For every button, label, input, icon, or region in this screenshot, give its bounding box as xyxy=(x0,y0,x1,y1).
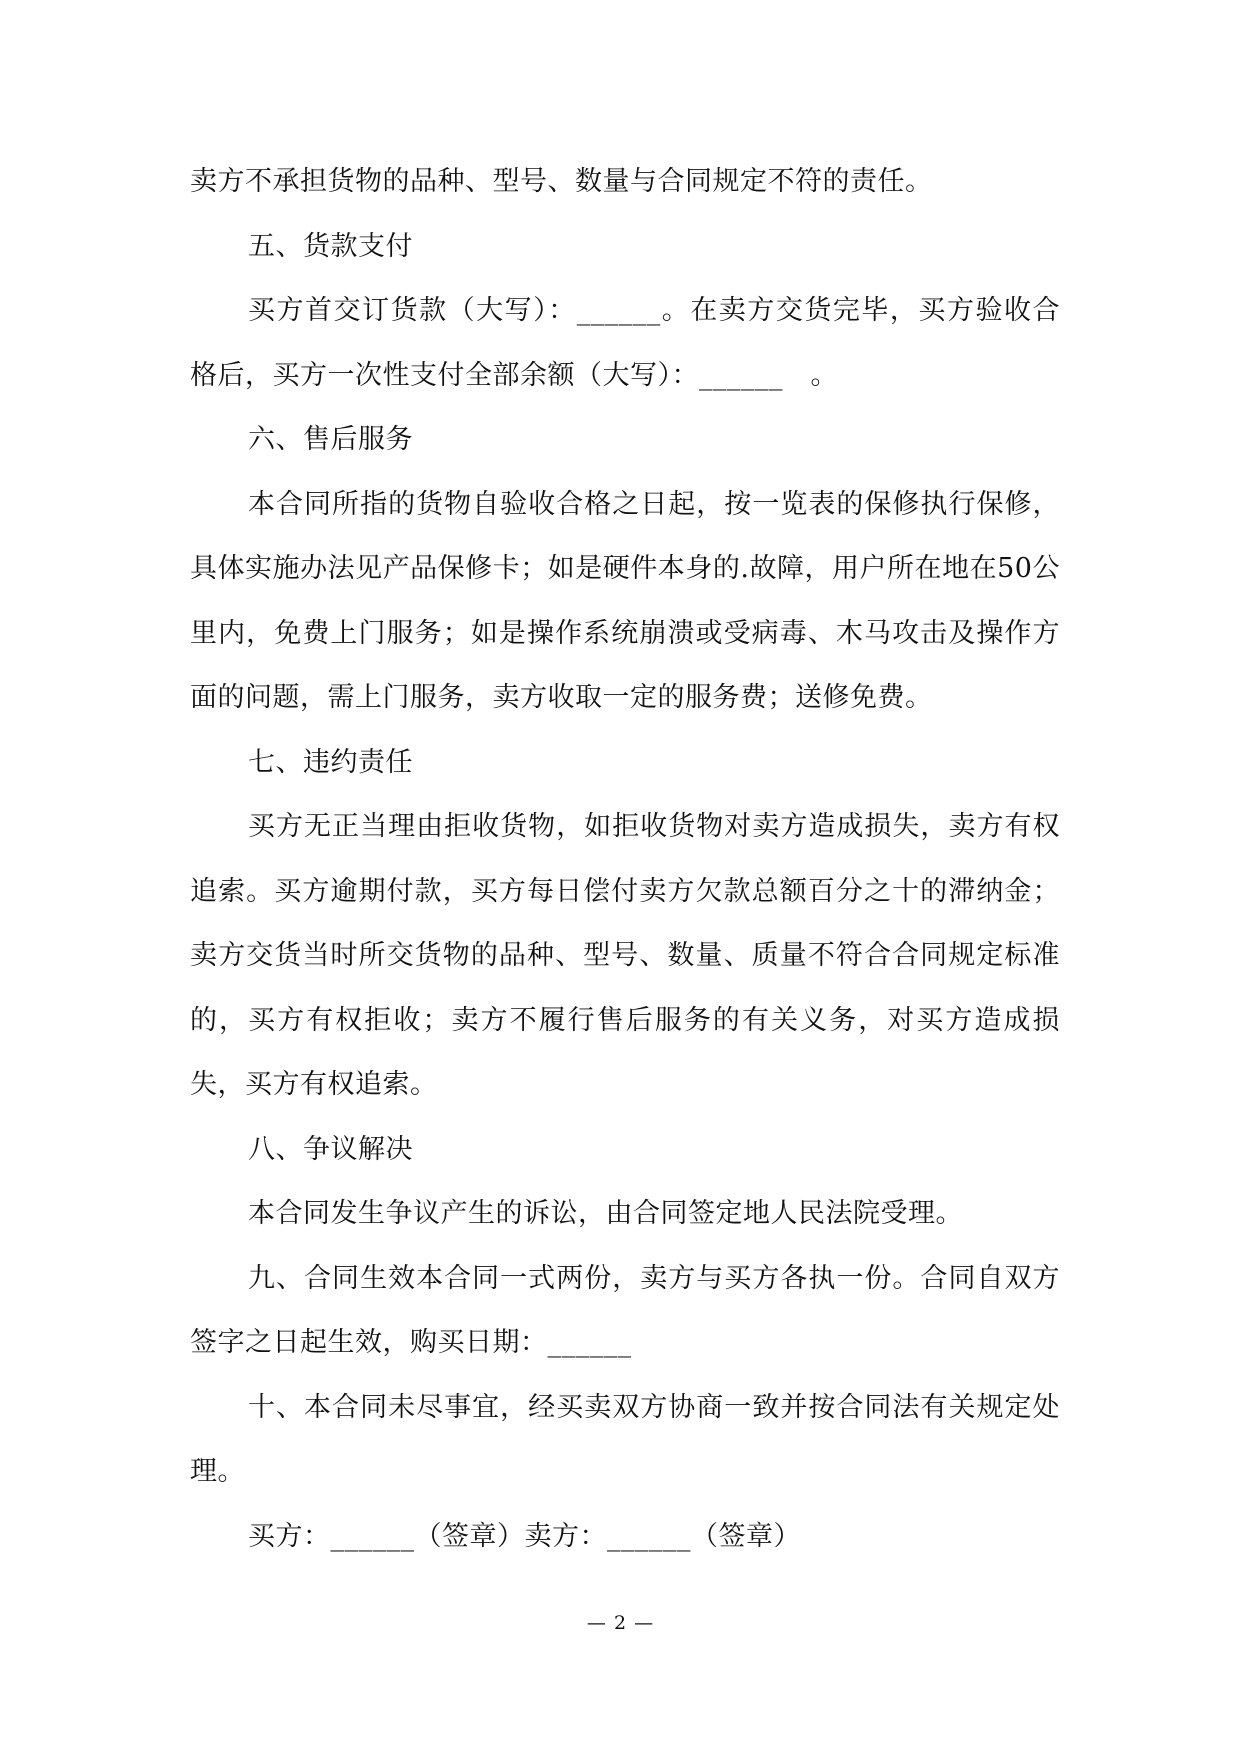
signature-line: 买方：______（签章）卖方：______（签章） xyxy=(248,1520,801,1552)
paragraph-after-sales: 本合同所指的货物自验收合格之日起，按一览表的保修执行保修，具体实施办法见产品保修卡；如是硬件本身的.故障，用户所在地在50公里内，免费上门服务；如是操作系统崩溃或受病毒、木马攻击及操作方面的问题，需上门服务，卖方收取一定的服务费；送修免费。 xyxy=(190,488,1060,713)
paragraph-dispute: 本合同发生争议产生的诉讼，由合同签定地人民法院受理。 xyxy=(248,1198,963,1229)
paragraph-payment: 买方首交订货款（大写）：______。在卖方交货完毕，买方验收合格后，买方一次性支付全部余额（大写）：______ 。 xyxy=(190,295,1060,391)
paragraph-continuation: 卖方不承担货物的品种、型号、数量与合同规定不符的责任。 xyxy=(190,166,933,197)
heading-payment: 五、货款支付 xyxy=(248,230,413,262)
document-body xyxy=(190,150,1060,1569)
heading-breach: 七、违约责任 xyxy=(248,746,413,778)
paragraph-effect: 九、合同生效本合同一式两份，卖方与买方各执一份。合同自双方签字之日起生效，购买日期：______ xyxy=(190,1262,1060,1358)
heading-dispute: 八、争议解决 xyxy=(248,1133,413,1165)
page-number: — 2 — xyxy=(586,1612,655,1634)
paragraph-misc: 十、本合同未尽事宜，经买卖双方协商一致并按合同法有关规定处理。 xyxy=(190,1391,1060,1487)
paragraph-breach: 买方无正当理由拒收货物，如拒收货物对卖方造成损失，卖方有权追索。买方逾期付款，买方每日偿付卖方欠款总额百分之十的滞纳金；卖方交货当时所交货物的品种、型号、数量、质量不符合合同规定标准的，买方有权拒收；卖方不履行售后服务的有关义务，对买方造成损失，买方有权追索。 xyxy=(190,811,1060,1100)
heading-after-sales: 六、售后服务 xyxy=(248,424,413,455)
